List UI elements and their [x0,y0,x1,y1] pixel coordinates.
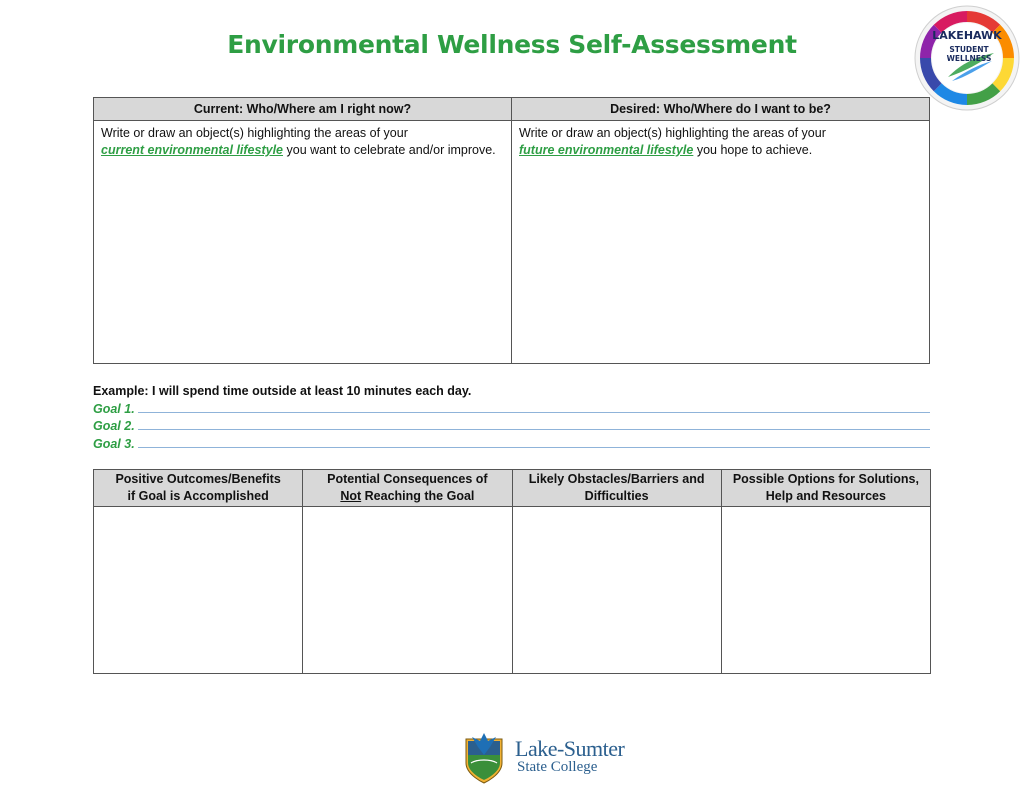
current-desired-table [93,97,930,364]
consequences-cell[interactable] [303,507,512,674]
goal-3-line[interactable] [138,446,930,448]
lakehawk-wellness-logo [914,5,1020,111]
page-title: Environmental Wellness Self-Assessment [227,30,797,59]
goal-1-row[interactable] [93,400,930,416]
current-instructions: Write or draw an object(s) highlighting the areas of your [101,126,408,140]
college-name-line2: State College [517,759,598,775]
outcomes-header-benefits [94,470,303,507]
solutions-header-line2: Help and Resources [765,489,886,503]
consequences-header-line1: Potential Consequences of [327,472,488,486]
outcomes-table [93,469,931,674]
benefits-header-line1: Positive Outcomes/Benefits [115,472,281,486]
desired-instructions: Write or draw an object(s) highlighting the areas of your [519,126,826,140]
solutions-cell[interactable] [721,507,930,674]
current-cell[interactable] [94,121,512,364]
outcomes-header-consequences [303,470,512,507]
goal-1-line[interactable] [138,411,930,413]
future-lifestyle-highlight: future environmental lifestyle [519,143,694,157]
obstacles-cell[interactable] [512,507,721,674]
goal-3-label: Goal 3. [93,437,135,451]
badge-line2: WELLNESS [946,54,992,63]
badge-top-word: LAKEHAWK [932,29,1002,42]
outcomes-header-obstacles [512,470,721,507]
desired-header: Desired: Who/Where do I want to be? [512,98,930,121]
current-header: Current: Who/Where am I right now? [94,98,512,121]
current-lifestyle-highlight: current environmental lifestyle [101,143,284,157]
goal-2-row[interactable] [93,417,930,433]
benefits-cell[interactable] [94,507,303,674]
goal-1-label: Goal 1. [93,402,135,416]
college-name [515,736,625,776]
desired-cell[interactable] [512,121,930,364]
desired-instructions-end: you hope to achieve. [693,143,813,157]
consequences-header-not: Not [340,489,362,503]
goal-2-line[interactable] [138,428,930,430]
goal-3-row[interactable] [93,435,930,451]
benefits-header-line2: if Goal is Accomplished [127,489,269,503]
outcomes-header-solutions [721,470,930,507]
example-goal: Example: I will spend time outside at least 10 minutes each day. [93,384,472,398]
obstacles-header-line1: Likely Obstacles/Barriers and [528,472,705,486]
consequences-header-line2: Reaching the Goal [361,489,475,503]
goal-2-label: Goal 2. [93,419,135,433]
current-instructions-end: you want to celebrate and/or improve. [283,143,496,157]
obstacles-header-line2: Difficulties [584,489,649,503]
badge-line1: STUDENT [949,45,989,54]
college-name-line1: Lake-Sumter [515,736,625,761]
shield-icon [466,733,502,783]
solutions-header-line1: Possible Options for Solutions, [732,472,919,486]
